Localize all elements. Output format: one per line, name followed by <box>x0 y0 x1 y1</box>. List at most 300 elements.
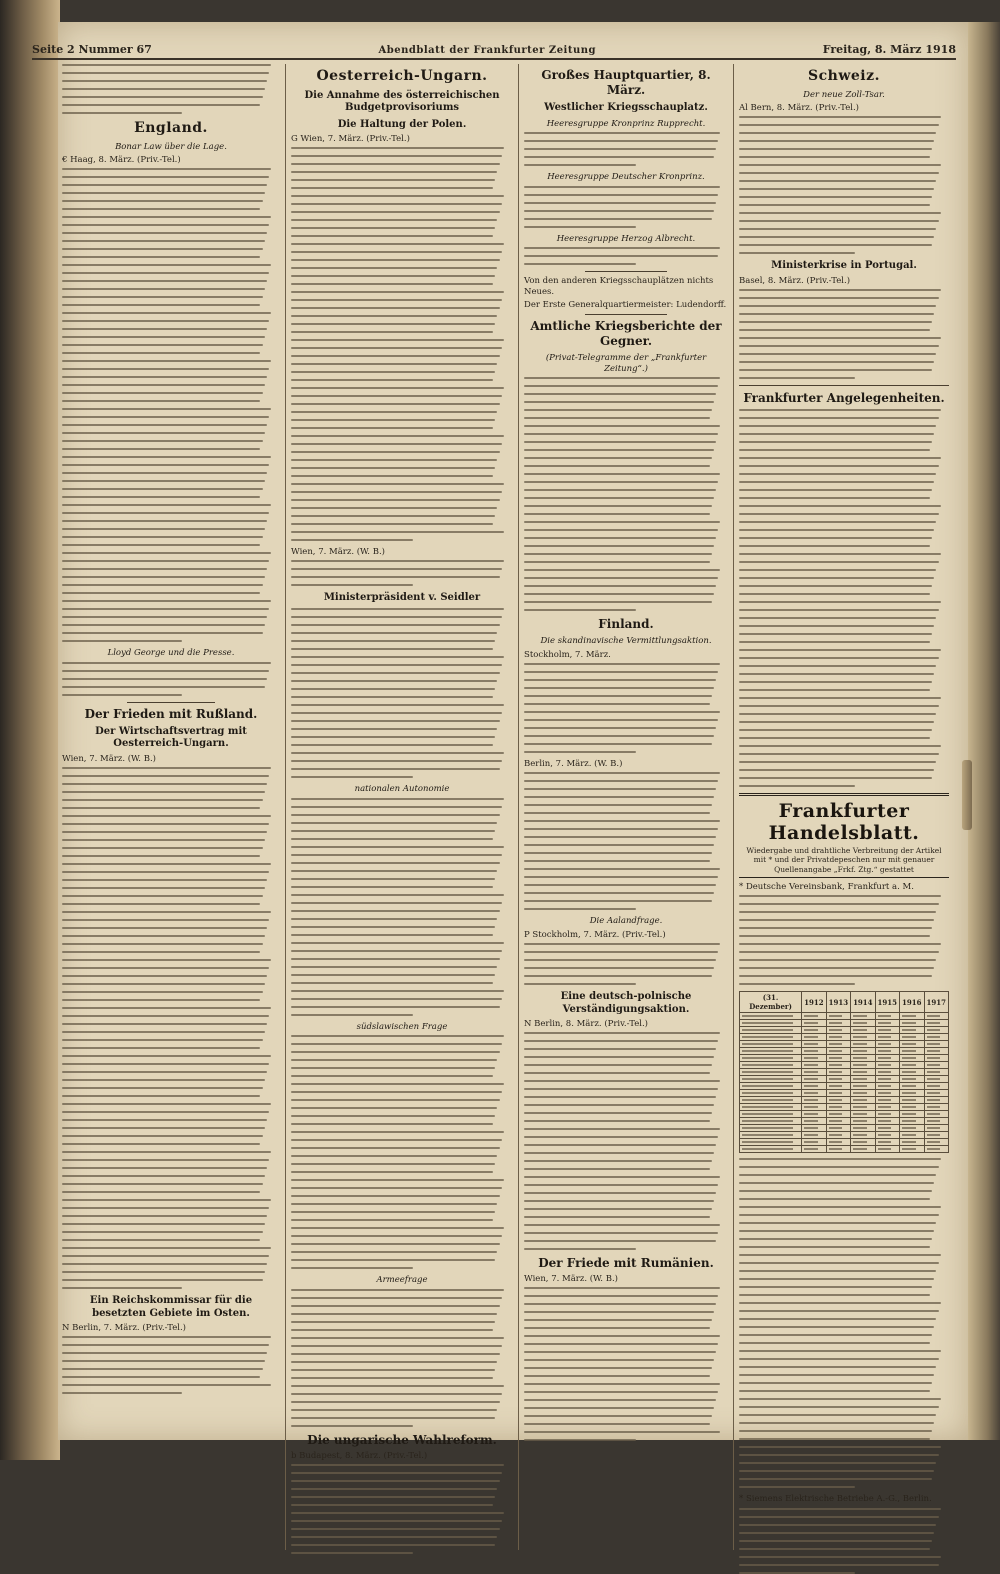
text-line <box>62 520 267 522</box>
table-cell <box>802 1034 826 1041</box>
text-line <box>739 1524 936 1526</box>
table-cell <box>851 1111 875 1118</box>
text-line <box>62 1159 269 1161</box>
text-line <box>739 1438 930 1440</box>
text-line <box>62 280 267 282</box>
table-cell <box>740 1055 802 1062</box>
cell-text-line <box>878 1078 892 1080</box>
text-line <box>62 488 263 490</box>
text-line <box>739 569 936 571</box>
cell-text-line <box>804 1141 818 1143</box>
article-text <box>291 1289 513 1427</box>
table-cell <box>851 1069 875 1076</box>
text-line <box>62 1368 263 1370</box>
text-line <box>62 1047 260 1049</box>
table-cell <box>875 1125 899 1132</box>
text-line <box>291 523 493 525</box>
table-cell <box>740 1083 802 1090</box>
text-line <box>291 640 495 642</box>
text-line <box>62 408 271 410</box>
text-line <box>524 719 718 721</box>
text-line <box>739 737 930 739</box>
text-line <box>62 512 269 514</box>
text-line <box>739 777 932 779</box>
text-line <box>739 1230 934 1232</box>
text-line <box>291 934 493 936</box>
text-line <box>291 744 493 746</box>
text-line <box>62 895 263 897</box>
text-line <box>739 1246 930 1248</box>
text-line <box>291 459 497 461</box>
text-line <box>739 601 941 603</box>
article-text <box>62 767 280 1289</box>
text-line <box>62 1023 267 1025</box>
article-text <box>291 1035 513 1269</box>
cell-text-line <box>902 1022 916 1024</box>
table-cell <box>900 1034 924 1041</box>
cell-text-line <box>902 1036 916 1038</box>
line-nichts-neues: Von den anderen Kriegsschauplätzen nichts Neues. <box>524 276 714 297</box>
text-line <box>739 673 934 675</box>
text-line <box>291 1051 500 1053</box>
text-line <box>62 967 269 969</box>
text-line <box>291 187 493 189</box>
text-line <box>291 1171 493 1173</box>
text-line <box>739 1486 855 1488</box>
dateline: Wien, 7. März. (W. B.) <box>291 547 385 558</box>
text-line <box>291 539 413 541</box>
text-line <box>739 919 934 921</box>
cell-text-line <box>804 1085 818 1087</box>
item-siemens: * Siemens Elektrische Betriebe A.-G., Berlin. <box>739 1494 932 1505</box>
text-line <box>739 505 941 507</box>
text-line <box>62 855 260 857</box>
text-line <box>291 411 497 413</box>
cell-text-line <box>902 1134 916 1136</box>
article-text <box>524 772 728 910</box>
cell-text-line <box>853 1099 867 1101</box>
table-body <box>740 1013 949 1153</box>
text-line <box>291 1321 495 1323</box>
text-line <box>739 761 936 763</box>
cell-text-line <box>742 1134 793 1136</box>
text-line <box>291 1472 502 1474</box>
cell-text-line <box>804 1029 818 1031</box>
text-line <box>524 497 714 499</box>
text-line <box>739 681 932 683</box>
balance-table <box>739 991 949 1153</box>
text-line <box>739 951 939 953</box>
cell-text-line <box>829 1113 843 1115</box>
text-line <box>291 704 504 706</box>
article-text <box>739 1158 949 1488</box>
text-line <box>739 1572 855 1574</box>
text-line <box>524 513 710 515</box>
cell-text-line <box>829 1029 843 1031</box>
cell-text-line <box>927 1064 941 1066</box>
text-line <box>739 481 934 483</box>
text-line <box>524 727 716 729</box>
cell-text-line <box>927 1085 941 1087</box>
cell-text-line <box>878 1106 892 1108</box>
text-line <box>62 632 263 634</box>
text-line <box>291 1496 495 1498</box>
text-line <box>524 1383 720 1385</box>
table-cell <box>924 1013 948 1020</box>
text-line <box>291 499 500 501</box>
text-line <box>524 441 716 443</box>
text-line <box>291 475 493 477</box>
cell-text-line <box>902 1050 916 1052</box>
text-line <box>524 449 714 451</box>
text-line <box>62 999 260 1001</box>
text-line <box>291 1544 495 1546</box>
cell-text-line <box>804 1036 818 1038</box>
text-line <box>739 633 932 635</box>
text-line <box>62 552 271 554</box>
text-line <box>62 1336 271 1338</box>
text-line <box>739 705 939 707</box>
page-edge <box>968 22 1000 1440</box>
text-line <box>291 1520 502 1522</box>
text-line <box>739 1278 934 1280</box>
text-line <box>739 1270 936 1272</box>
text-line <box>62 200 263 202</box>
article-text <box>524 1032 728 1250</box>
text-line <box>62 1247 271 1249</box>
text-line <box>62 871 269 873</box>
table-cell <box>802 1132 826 1139</box>
cell-text-line <box>927 1043 941 1045</box>
text-line <box>739 1462 936 1464</box>
cell-text-line <box>742 1071 793 1073</box>
cell-text-line <box>878 1022 892 1024</box>
cell-text-line <box>853 1036 867 1038</box>
cell-text-line <box>878 1113 892 1115</box>
text-line <box>739 361 934 363</box>
table-header-cell: 1914 <box>851 992 875 1013</box>
text-line <box>62 576 265 578</box>
header-rule <box>32 58 956 60</box>
text-line <box>524 393 716 395</box>
handelsblatt-subtitle: Wiedergabe und drahtliche Verbreitung der Artikel mit * und der Privatdepeschen nur mit genauer Quellenangabe „Frkf. Ztg.“ gestattet <box>746 846 942 874</box>
text-line <box>524 900 712 902</box>
heading-frieden-rumaenien: Der Friede mit Rumänien. <box>538 1256 714 1271</box>
cell-text-line <box>804 1050 818 1052</box>
text-line <box>62 1376 260 1378</box>
text-line <box>524 521 720 523</box>
table-cell <box>875 1034 899 1041</box>
text-line <box>739 1406 939 1408</box>
text-line <box>739 1238 932 1240</box>
cell-text-line <box>804 1064 818 1066</box>
cell-text-line <box>853 1106 867 1108</box>
text-line <box>291 1337 504 1339</box>
text-line <box>291 648 493 650</box>
cell-text-line <box>742 1106 793 1108</box>
text-line <box>291 1417 495 1419</box>
text-line <box>291 1528 500 1530</box>
cell-text-line <box>853 1015 867 1017</box>
table-cell <box>875 1104 899 1111</box>
text-line <box>62 1175 265 1177</box>
text-line <box>524 844 714 846</box>
table-cell <box>802 1097 826 1104</box>
cell-text-line <box>742 1036 793 1038</box>
text-line <box>739 959 936 961</box>
table-cell <box>826 1027 850 1034</box>
cell-text-line <box>829 1078 843 1080</box>
cell-text-line <box>853 1043 867 1045</box>
text-line <box>739 1508 941 1510</box>
text-line <box>291 307 500 309</box>
text-line <box>739 212 941 214</box>
divider <box>127 702 214 703</box>
text-line <box>62 823 269 825</box>
text-line <box>739 172 939 174</box>
table-cell <box>802 1020 826 1027</box>
text-line <box>739 641 930 643</box>
cell-text-line <box>829 1071 843 1073</box>
cell-text-line <box>742 1022 793 1024</box>
text-line <box>524 425 720 427</box>
text-line <box>62 432 265 434</box>
cell-text-line <box>878 1036 892 1038</box>
heading-england: England. <box>134 120 208 136</box>
table-cell <box>802 1048 826 1055</box>
table-row <box>740 1013 949 1020</box>
cell-text-line <box>829 1022 843 1024</box>
text-line <box>291 1163 495 1165</box>
text-line <box>524 473 720 475</box>
text-line <box>62 568 267 570</box>
table-cell <box>851 1013 875 1020</box>
text-line <box>524 804 712 806</box>
subheading-budgetprovisorium: Die Annahme des österreichischen Budgetprovisoriums <box>304 89 500 113</box>
text-line <box>524 735 714 737</box>
article-text <box>62 1336 280 1394</box>
text-line <box>739 943 941 945</box>
table-header-cell: (31. Dezember) <box>740 992 802 1013</box>
article-text <box>739 895 949 985</box>
text-line <box>62 168 271 170</box>
text-line <box>291 1203 497 1205</box>
text-line <box>62 694 182 696</box>
text-line <box>524 194 718 196</box>
table-cell <box>826 1069 850 1076</box>
text-line <box>291 926 495 928</box>
table-cell <box>802 1104 826 1111</box>
text-line <box>62 686 265 688</box>
text-line <box>739 1318 936 1320</box>
text-line <box>62 360 271 362</box>
text-line <box>739 927 932 929</box>
text-line <box>62 887 265 889</box>
cell-text-line <box>853 1057 867 1059</box>
heading-frankfurter-angelegenheiten: Frankfurter Angelegenheiten. <box>743 391 945 405</box>
text-line <box>62 879 267 881</box>
table-cell <box>924 1139 948 1146</box>
text-line <box>739 689 930 691</box>
heading-seidler: Ministerpräsident v. Seidler <box>323 592 481 604</box>
text-line <box>62 1151 271 1153</box>
text-line <box>291 1297 502 1299</box>
text-line <box>291 1115 495 1117</box>
text-line <box>524 1040 718 1042</box>
text-line <box>739 1222 936 1224</box>
heading-schweiz: Schweiz. <box>808 68 880 84</box>
table-cell <box>851 1139 875 1146</box>
table-cell <box>826 1083 850 1090</box>
cell-text-line <box>878 1071 892 1073</box>
table-cell <box>802 1118 826 1125</box>
text-line <box>62 911 271 913</box>
text-line <box>739 497 930 499</box>
text-line <box>524 569 720 571</box>
text-line <box>291 1377 493 1379</box>
table-cell <box>826 1076 850 1083</box>
cell-text-line <box>878 1057 892 1059</box>
table-cell <box>826 1034 850 1041</box>
header-date: Freitag, 8. März 1918 <box>822 43 956 56</box>
text-line <box>62 1143 260 1145</box>
table-cell <box>851 1041 875 1048</box>
table-cell <box>924 1111 948 1118</box>
text-line <box>739 236 934 238</box>
cell-text-line <box>829 1106 843 1108</box>
cell-text-line <box>902 1043 916 1045</box>
cell-text-line <box>829 1050 843 1052</box>
article-text <box>524 377 728 611</box>
text-line <box>739 625 934 627</box>
table-cell <box>740 1041 802 1048</box>
text-line <box>62 1360 265 1362</box>
article-text <box>524 663 728 753</box>
cell-text-line <box>829 1120 843 1122</box>
text-line <box>62 608 269 610</box>
cell-text-line <box>878 1029 892 1031</box>
table-cell <box>900 1090 924 1097</box>
text-line <box>62 1279 263 1281</box>
table-cell <box>851 1027 875 1034</box>
text-line <box>291 728 497 730</box>
table-cell <box>740 1027 802 1034</box>
text-line <box>62 248 263 250</box>
text-line <box>524 892 714 894</box>
table-cell <box>826 1020 850 1027</box>
text-line <box>291 680 497 682</box>
text-line <box>524 409 712 411</box>
cell-text-line <box>742 1113 793 1115</box>
cell-text-line <box>742 1057 793 1059</box>
text-line <box>62 863 271 865</box>
cell-text-line <box>927 1050 941 1052</box>
table-cell <box>875 1083 899 1090</box>
text-line <box>524 417 710 419</box>
text-line <box>524 545 714 547</box>
cell-text-line <box>878 1050 892 1052</box>
text-line <box>291 902 502 904</box>
text-line <box>62 839 265 841</box>
text-line <box>524 1064 712 1066</box>
table-cell <box>802 1083 826 1090</box>
divider <box>739 385 949 386</box>
text-line <box>62 1135 263 1137</box>
text-line <box>524 1319 712 1321</box>
text-line <box>291 776 413 778</box>
text-line <box>291 147 504 149</box>
text-line <box>739 164 941 166</box>
subheading-kronprinz-rupprecht: Heeresgruppe Kronprinz Rupprecht. <box>546 118 706 129</box>
table-cell <box>900 1097 924 1104</box>
table-cell <box>851 1125 875 1132</box>
text-line <box>739 228 936 230</box>
cell-text-line <box>902 1078 916 1080</box>
cell-text-line <box>742 1050 793 1052</box>
text-line <box>62 296 263 298</box>
text-line <box>62 1207 269 1209</box>
cell-text-line <box>902 1057 916 1059</box>
text-line <box>291 1243 500 1245</box>
cell-text-line <box>878 1148 892 1150</box>
text-line <box>62 312 271 314</box>
dateline: € Haag, 8. März. (Priv.-Tel.) <box>62 155 181 166</box>
text-line <box>524 385 718 387</box>
cell-text-line <box>829 1085 843 1087</box>
table-cell <box>924 1069 948 1076</box>
text-line <box>291 990 504 992</box>
table-cell <box>924 1083 948 1090</box>
text-line <box>291 1211 495 1213</box>
table-cell <box>802 1139 826 1146</box>
text-line <box>62 368 269 370</box>
text-line <box>291 998 502 1000</box>
text-line <box>739 449 930 451</box>
text-line <box>524 1088 718 1090</box>
text-line <box>62 1015 269 1017</box>
text-line <box>524 132 720 134</box>
table-cell <box>924 1097 948 1104</box>
cell-text-line <box>804 1057 818 1059</box>
text-line <box>62 1344 269 1346</box>
table-row <box>740 1097 949 1104</box>
text-line <box>291 1227 504 1229</box>
cell-text-line <box>927 1148 941 1150</box>
text-line <box>739 1366 936 1368</box>
text-line <box>524 553 712 555</box>
text-line <box>739 1532 934 1534</box>
text-line <box>291 918 497 920</box>
article-text <box>291 147 513 541</box>
cell-text-line <box>927 1057 941 1059</box>
column-separator <box>518 64 519 1550</box>
table-row <box>740 1125 949 1132</box>
table-cell <box>900 1013 924 1020</box>
table-cell <box>740 1139 802 1146</box>
text-line <box>524 1287 720 1289</box>
text-line <box>291 1289 504 1291</box>
text-line <box>739 561 939 563</box>
text-line <box>291 870 497 872</box>
text-line <box>524 671 718 673</box>
subheading-suedslawisch: südslawischen Frage <box>356 1021 448 1032</box>
text-line <box>524 247 720 249</box>
table-cell <box>924 1027 948 1034</box>
cell-text-line <box>829 1127 843 1129</box>
text-line <box>291 427 493 429</box>
text-line <box>62 959 271 961</box>
text-line <box>739 1190 932 1192</box>
